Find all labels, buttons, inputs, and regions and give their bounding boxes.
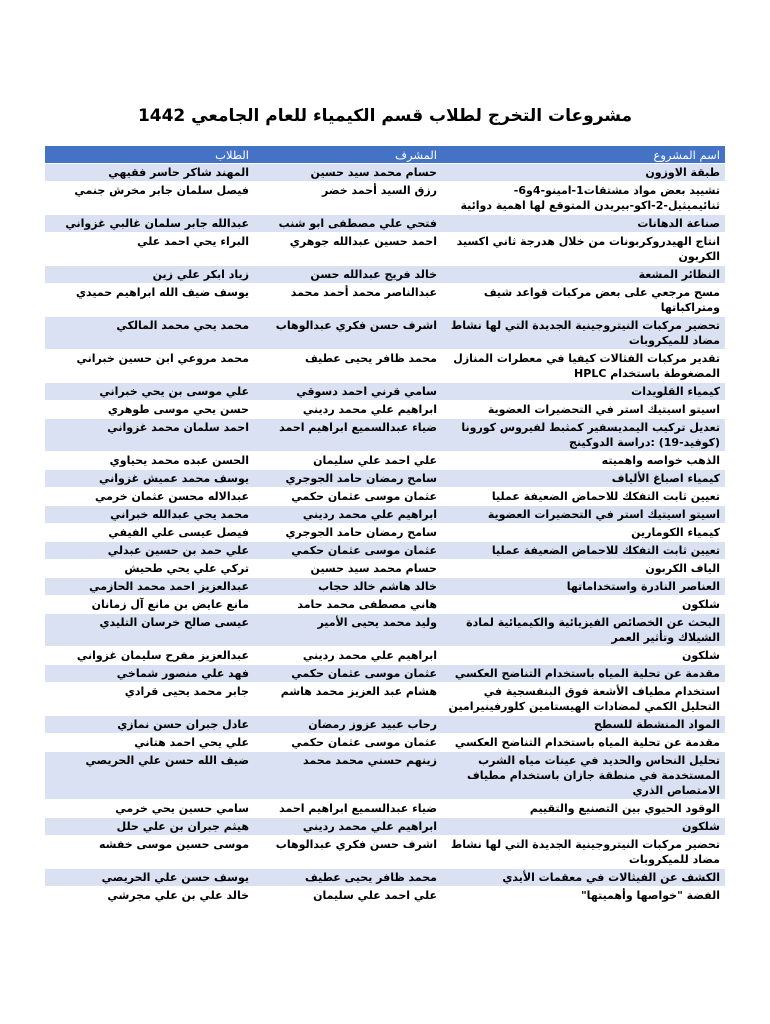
project-name-cell: مسح مرجعي على بعض مركبات قواعد شيف ومتراكباتها (442, 284, 725, 317)
table-row (45, 665, 725, 683)
project-name-cell: صناعة الدهانات (442, 215, 725, 233)
project-name-cell: شلكون (442, 596, 725, 614)
students-cell: البراء يحي احمد علي (45, 233, 254, 266)
project-name-cell: انتاج الهيدروكربونات من خلال هدرجة ثاني اكسيد الكربون (442, 233, 725, 266)
students-cell: عادل جبران حسن نمازي (45, 716, 254, 734)
students-cell: عيسى صالح خرسان التليدي (45, 614, 254, 647)
project-name-cell: اسيتو اسيتيك استر في التحضيرات العضوية (442, 401, 725, 419)
supervisor-cell: خالد هاشم خالد حجاب (254, 578, 442, 596)
supervisor-cell: سامح رمضان حامد الجوجري (254, 524, 442, 542)
project-name-cell: الياف الكربون (442, 560, 725, 578)
project-name-cell: تحضير مركبات النيتروجينية الجديدة التي لها نشاط مضاد للميكروبات (442, 317, 725, 350)
project-name-cell: كيمياء الكومارين (442, 524, 725, 542)
supervisor-cell: محمد ظافر يحيى عطيف (254, 869, 442, 887)
students-cell: محمد يحي عبدالله خبراني (45, 506, 254, 524)
table-header-row (45, 146, 725, 164)
table-row (45, 752, 725, 800)
project-name-cell: تحليل النحاس والحديد في عينات مياه الشرب المستخدمة في منطقة جازان باستخدام مطياف الامتصاص الذري (442, 752, 725, 800)
table-row (45, 734, 725, 752)
table-row (45, 470, 725, 488)
table-row (45, 683, 725, 716)
supervisor-cell: عثمان موسى عثمان حكمي (254, 488, 442, 506)
supervisor-cell: سامي قرني احمد دسوقي (254, 383, 442, 401)
supervisor-cell: فتحي علي مصطفى ابو شنب (254, 215, 442, 233)
supervisor-cell: عثمان موسى عثمان حكمي (254, 734, 442, 752)
students-cell: يوسف محمد عميش غزواني (45, 470, 254, 488)
supervisor-cell: عثمان موسى عثمان حكمي (254, 665, 442, 683)
project-name-cell: تعيين ثابت التفكك للاحماض الضعيفة عمليا (442, 542, 725, 560)
project-name-cell: تقدير مركبات الفثالات كيفيا في معطرات المنازل المضغوطة باستخدام HPLC (442, 350, 725, 383)
table-row (45, 614, 725, 647)
students-cell: عبدالله جابر سلمان غالبي غزواني (45, 215, 254, 233)
supervisor-cell: هشام عبد العزيز محمد هاشم (254, 683, 442, 716)
table-row (45, 488, 725, 506)
table-row (45, 800, 725, 818)
students-cell: سامي حسين يحي خرمي (45, 800, 254, 818)
students-cell: عبدالعزيز احمد محمد الحازمي (45, 578, 254, 596)
table-row (45, 401, 725, 419)
project-name-cell: الذهب خواصه واهميته (442, 452, 725, 470)
project-name-cell: كيمياء اصباغ الألياف (442, 470, 725, 488)
supervisor-cell: وليد محمد يحيى الأمير (254, 614, 442, 647)
table-row (45, 233, 725, 266)
project-name-cell: العناصر النادرة واستخداماتها (442, 578, 725, 596)
project-name-cell: استخدام مطياف الأشعة فوق البنفسجية في التحليل الكمي لمضادات الهيستامين كلورفينيرامين (442, 683, 725, 716)
supervisor-cell: علي احمد علي سليمان (254, 452, 442, 470)
project-name-cell: شلكون (442, 647, 725, 665)
supervisor-cell: حسام محمد سيد حسين (254, 164, 442, 182)
supervisor-cell: ابراهيم علي محمد رديني (254, 401, 442, 419)
students-cell: عبدالاله محسن عثمان خرمي (45, 488, 254, 506)
students-cell: موسى حسين موسى خفشه (45, 836, 254, 869)
table-row (45, 836, 725, 869)
students-cell: احمد سلمان محمد غزواني (45, 419, 254, 452)
supervisor-cell: ابراهيم علي محمد رديني (254, 647, 442, 665)
students-cell: فهد علي منصور شماخي (45, 665, 254, 683)
project-name-cell: مقدمة عن تحلية المياه باستخدام التناضح العكسي (442, 734, 725, 752)
students-cell: علي حمد بن حسين عبدلي (45, 542, 254, 560)
supervisor-cell: ابراهيم علي محمد رديني (254, 818, 442, 836)
supervisor-cell: حسام محمد سيد حسين (254, 560, 442, 578)
students-cell: المهند شاكر حاسر فقيهي (45, 164, 254, 182)
project-name-cell: شلكون (442, 818, 725, 836)
project-name-cell: كيمياء القلويدات (442, 383, 725, 401)
supervisor-cell: خالد فريج عبدالله حسن (254, 266, 442, 284)
table-row (45, 266, 725, 284)
header-supervisor: المشرف (254, 146, 442, 164)
supervisor-cell: احمد حسين عبدالله جوهري (254, 233, 442, 266)
table-row (45, 887, 725, 905)
students-cell: فيصل سلمان جابر مخرش جنمي (45, 182, 254, 215)
supervisor-cell: زينهم حسني محمد محمد (254, 752, 442, 800)
supervisor-cell: اشرف حسن فكري عبدالوهاب (254, 836, 442, 869)
project-name-cell: الفضة "خواصها وأهميتها" (442, 887, 725, 905)
project-name-cell: تعيين ثابت التفكك للاحماض الضعيفة عمليا (442, 488, 725, 506)
students-cell: علي موسى بن يحي خبراني (45, 383, 254, 401)
table-row (45, 164, 725, 182)
table-row (45, 317, 725, 350)
supervisor-cell: ضياء عبدالسميع ابراهيم احمد (254, 419, 442, 452)
project-name-cell: النظائر المشعة (442, 266, 725, 284)
supervisor-cell: سامح رمضان حامد الجوجري (254, 470, 442, 488)
supervisor-cell: علي احمد علي سليمان (254, 887, 442, 905)
supervisor-cell: اشرف حسن فكري عبدالوهاب (254, 317, 442, 350)
table-row (45, 647, 725, 665)
header-students: الطلاب (45, 146, 254, 164)
students-cell: حسن يحي موسى طوهري (45, 401, 254, 419)
project-name-cell: اسيتو اسيتيك استر في التحضيرات العضوية (442, 506, 725, 524)
project-name-cell: المواد المنشطة للسطح (442, 716, 725, 734)
project-name-cell: تعديل تركيب اليمديسفير كمثبط لفيروس كورونا (كوفيد-19) :دراسة الدوكينج (442, 419, 725, 452)
project-name-cell: مقدمة عن تحلية المياه باستخدام التناضح العكسي (442, 665, 725, 683)
project-name-cell: طبقة الاوزون (442, 164, 725, 182)
students-cell: علي يحي احمد هتاني (45, 734, 254, 752)
table-row (45, 560, 725, 578)
supervisor-cell: رحاب عبيد عزوز رمضان (254, 716, 442, 734)
students-cell: جابر محمد يحيى قرادي (45, 683, 254, 716)
table-row (45, 350, 725, 383)
table-row (45, 818, 725, 836)
students-cell: عبدالعزيز مفرح سليمان غزواني (45, 647, 254, 665)
supervisor-cell: هاني مصطفى محمد حامد (254, 596, 442, 614)
students-cell: زياد ابكر علي زين (45, 266, 254, 284)
table-row (45, 869, 725, 887)
table-row (45, 578, 725, 596)
students-cell: مانع عايض بن مانع آل زمانان (45, 596, 254, 614)
students-cell: يوسف ضيف الله ابراهيم حميدي (45, 284, 254, 317)
project-name-cell: البحث عن الخصائص الفيزيائية والكيميائية لمادة الشيلاك وتأثير العمر (442, 614, 725, 647)
students-cell: يوسف حسن علي الحريصي (45, 869, 254, 887)
table-row (45, 215, 725, 233)
students-cell: محمد مروعي ابن حسين خبراني (45, 350, 254, 383)
table-row (45, 506, 725, 524)
table-row (45, 383, 725, 401)
supervisor-cell: عثمان موسى عثمان حكمي (254, 542, 442, 560)
supervisor-cell: ابراهيم علي محمد رديني (254, 506, 442, 524)
supervisor-cell: رزق السيد أحمد خضر (254, 182, 442, 215)
students-cell: خالد علي بن علي مجرشي (45, 887, 254, 905)
students-cell: فيصل عيسى علي الفيفي (45, 524, 254, 542)
project-name-cell: تشييد بعض مواد مشتقات1-امينو-4و6-ثنائيميثيل-2-اكو-بيريدن المتوقع لها اهمية دوائية (442, 182, 725, 215)
table-row (45, 542, 725, 560)
students-cell: محمد يحي محمد المالكي (45, 317, 254, 350)
project-name-cell: الوقود الحيوي بين التصنيع والتقييم (442, 800, 725, 818)
table-row (45, 284, 725, 317)
table-body (45, 164, 725, 905)
project-name-cell: تحضير مركبات النيتروجينية الجديدة التي لها نشاط مضاد للميكروبات (442, 836, 725, 869)
supervisor-cell: محمد ظافر يحيى عطيف (254, 350, 442, 383)
table-row (45, 182, 725, 215)
page-title: مشروعات التخرج لطلاب قسم الكيمياء للعام الجامعي 1442 (137, 106, 633, 126)
supervisor-cell: ضياء عبدالسميع ابراهيم احمد (254, 800, 442, 818)
project-name-cell: الكشف عن الفيثالات في معقمات الأيدي (442, 869, 725, 887)
supervisor-cell: عبدالناصر محمد أحمد محمد (254, 284, 442, 317)
students-cell: تركي علي يحي طحيش (45, 560, 254, 578)
table-row (45, 596, 725, 614)
students-cell: الحسن عبده محمد يحياوي (45, 452, 254, 470)
header-project-name: اسم المشروع (442, 146, 725, 164)
projects-table (45, 146, 725, 904)
table-row (45, 419, 725, 452)
table-row (45, 524, 725, 542)
table-row (45, 716, 725, 734)
students-cell: ضيف الله حسن علي الحريصي (45, 752, 254, 800)
table-row (45, 452, 725, 470)
students-cell: هيثم جبران بن علي حلل (45, 818, 254, 836)
